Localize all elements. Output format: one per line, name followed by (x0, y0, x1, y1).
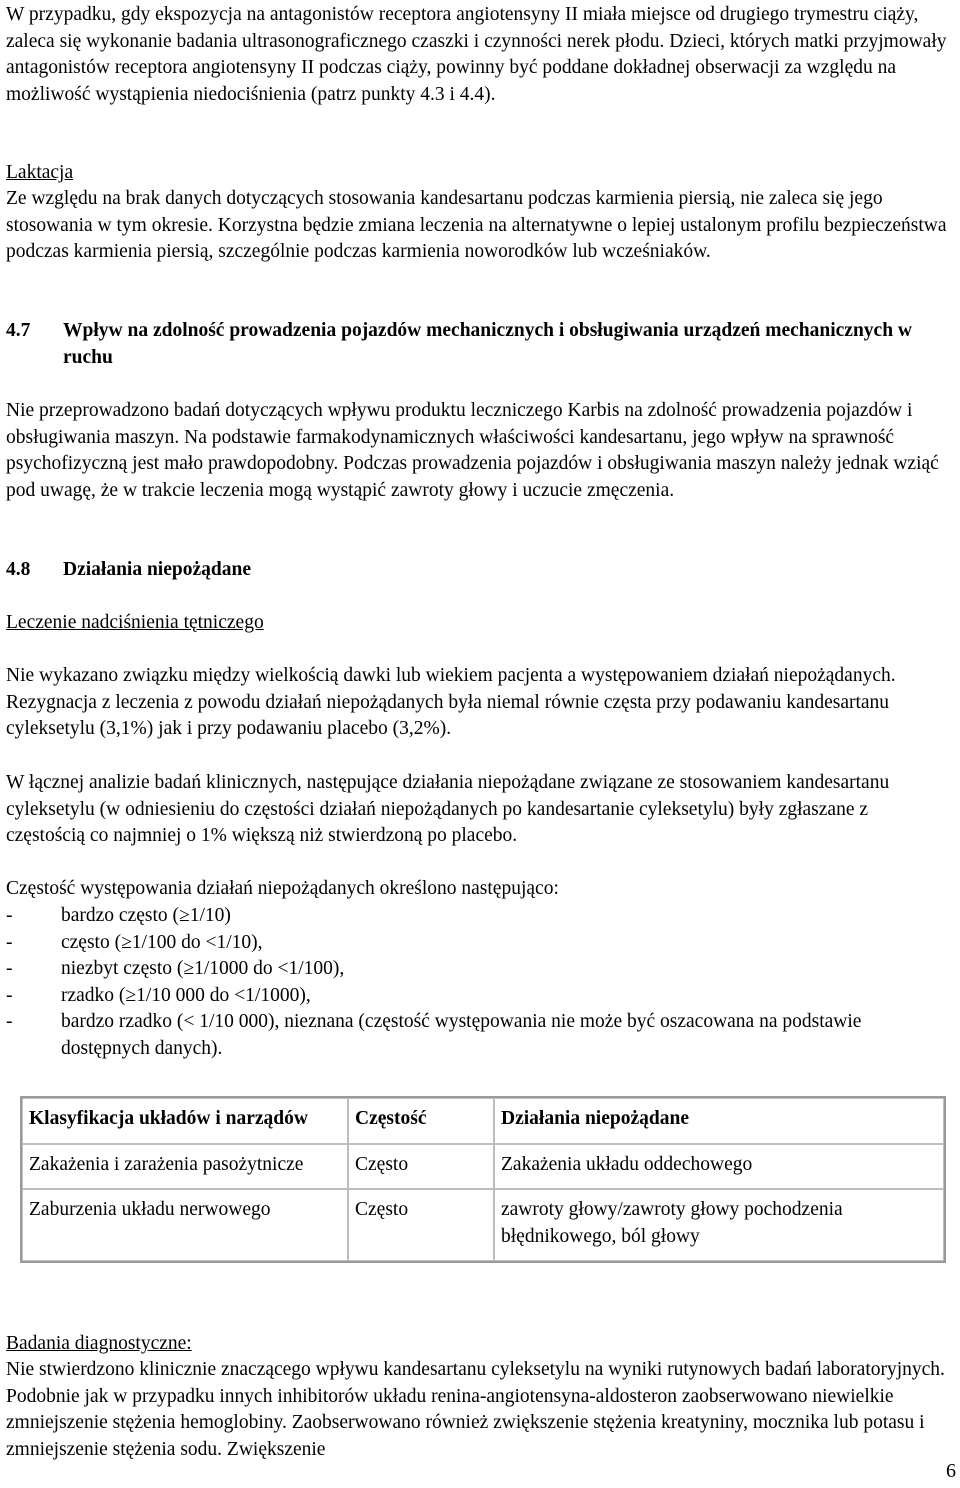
diagnostics-text: Nie stwierdzono klinicznie znaczącego wpływu kandesartanu cyleksetylu na wyniki rutynowych badań laboratoryjnych. Podobnie jak w przypadku innych inhibitorów układu renina-angiotensyna-aldosteron zaobserwowano niewielkie zmniejszenie stężenia hemoglobiny. Zaobserwowano również zwiększenie stężenia kreatyniny, mocznika lub potasu i zmniejszenie stężenia sodu. Zwiększenie (6, 1359, 945, 1460)
list-item: - bardzo rzadko (< 1/10 000), nieznana (częstość występowania nie może być oszacowana na podstawie dostępnych danych). (6, 1011, 862, 1059)
table-cell: zawroty głowy/zawroty głowy pochodzenia błędnikowego, ból głowy (494, 1189, 944, 1261)
lactation-heading: Laktacja (6, 162, 74, 183)
section-number: 4.8 (6, 559, 31, 580)
table-cell: Zakażenia i zarażenia pasożytnicze (22, 1144, 348, 1190)
list-item: - często (≥1/100 do <1/10), (6, 931, 263, 953)
section-title: Wpływ na zdolność prowadzenia pojazdów mechanicznych i obsługiwania urządzeń mechanicznych w ruchu (63, 320, 913, 368)
hypertension-subheading: Leczenie nadciśnienia tętniczego (6, 612, 264, 633)
table-cell: Zaburzenia układu nerwowego (22, 1189, 348, 1261)
diagnostics-heading: Badania diagnostyczne: (6, 1333, 192, 1354)
table-header-cell: Klasyfikacja układów i narządów (22, 1098, 348, 1144)
table-header-cell: Działania niepożądane (494, 1098, 944, 1144)
list-item: - bardzo często (≥1/10) (6, 905, 231, 926)
intro-paragraph: W przypadku, gdy ekspozycja na antagonistów receptora angiotensyny II miała miejsce od drugiego trymestru ciąży, zaleca się wykonanie badania ultrasonograficznego czaszki i czynności nerek płodu. Dzieci, których matki przyjmowały antagonistów receptora angiotensyny II podczas ciąży, powinny być poddane dokładnej obserwacji za względu na możliwość wystąpienia niedociśnienia (patrz punkty 4.3 i 4.4). (6, 4, 947, 105)
adverse-reactions-table (20, 1096, 946, 1263)
list-item: - rzadko (≥1/10 000 do <1/1000), (6, 984, 311, 1006)
paragraph-pooled-analysis: W łącznej analizie badań klinicznych, następujące działania niepożądane związane ze stosowaniem kandesartanu cyleksetylu (w odniesieniu do częstości działań niepożądanych po kandesartanie cyleksetylu) były zgłaszane z częstością co najmniej o 1% większą niż stwierdzoną po placebo. (6, 772, 890, 846)
table-header-cell: Częstość (348, 1098, 494, 1144)
table-cell: Często (348, 1144, 494, 1190)
paragraph-frequency-intro: Częstość występowania działań niepożądanych określono następująco: (6, 878, 559, 899)
table-row (22, 1144, 944, 1190)
table-row (22, 1189, 944, 1261)
table-header-row (22, 1098, 944, 1144)
section-title: Działania niepożądane (63, 559, 251, 580)
page-number: 6 (946, 1460, 956, 1482)
paragraph-dose-relation: Nie wykazano związku między wielkością dawki lub wiekiem pacjenta a występowaniem działań niepożądanych. Rezygnacja z leczenia z powodu działań niepożądanych była niemal równie częsta przy podawaniu kandesartanu cyleksetylu (3,1%) jak i przy podawaniu placebo (3,2%). (6, 665, 896, 739)
section-4-7-text: Nie przeprowadzono badań dotyczących wpływu produktu leczniczego Karbis na zdolność prowadzenia pojazdów i obsługiwania maszyn. Na podstawie farmakodynamicznych właściwości kandesartanu, jego wpływ na sprawność psychofizyczną jest mało prawdopodobny. Podczas prowadzenia pojazdów i obsługiwania maszyn należy jednak wziąć pod uwagę, że w trakcie leczenia mogą wystąpić zawroty głowy i uczucie zmęczenia. (6, 400, 939, 501)
frequency-list (6, 903, 950, 1062)
table-cell: Zakażenia układu oddechowego (494, 1144, 944, 1190)
lactation-text: Ze względu na brak danych dotyczących stosowania kandesartanu podczas karmienia piersią, nie zaleca się jego stosowania w tym okresie. Korzystna będzie zmiana leczenia na alternatywne o lepiej ustalonym profilu bezpieczeństwa podczas karmienia piersią, szczególnie podczas karmienia noworodków lub wcześniaków. (6, 188, 947, 262)
section-number: 4.7 (6, 320, 31, 341)
table-cell: Często (348, 1189, 494, 1261)
list-item: - niezbyt często (≥1/1000 do <1/100), (6, 958, 345, 979)
